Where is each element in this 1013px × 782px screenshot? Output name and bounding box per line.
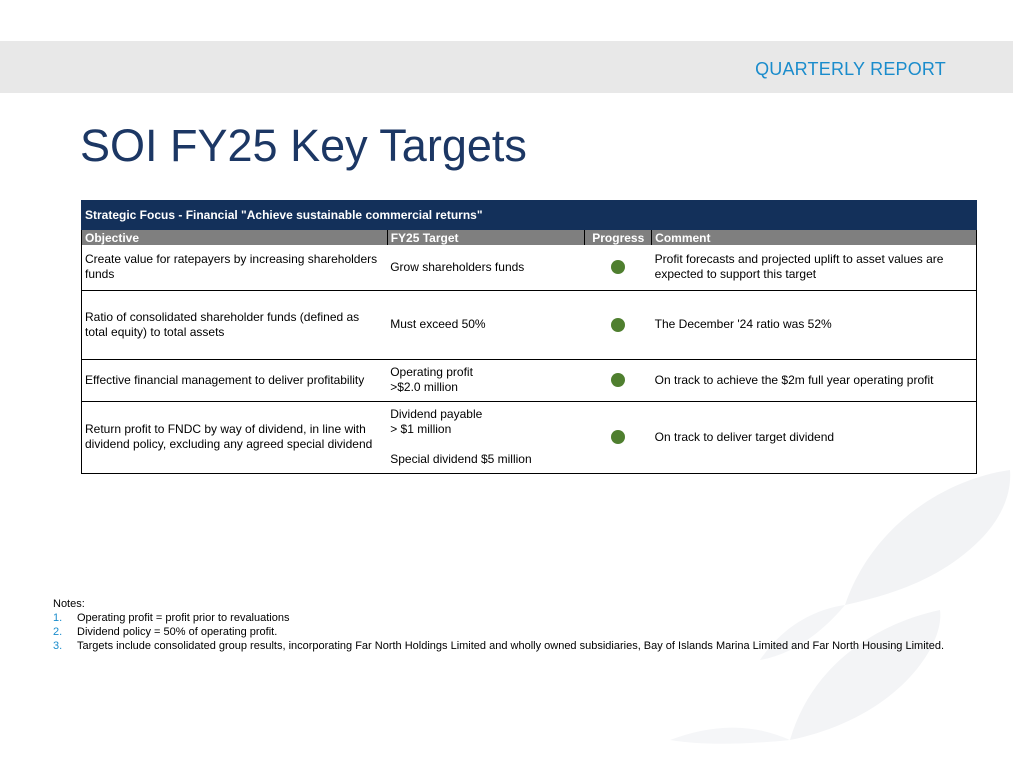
table-header-row	[82, 230, 977, 246]
target-line: Grow shareholders funds	[390, 259, 525, 274]
table-banner: Strategic Focus - Financial "Achieve sustainable commercial returns"	[82, 201, 977, 230]
status-dot-icon	[611, 430, 625, 444]
table-row	[82, 359, 977, 401]
progress-cell	[585, 359, 652, 401]
status-dot-icon	[611, 373, 625, 387]
report-label: QUARTERLY REPORT	[755, 59, 946, 79]
target-line: Operating profit	[390, 365, 473, 379]
page-title: SOI FY25 Key Targets	[80, 120, 527, 171]
objective-cell: Ratio of consolidated shareholder funds (defined as total equity) to total assets	[82, 290, 388, 359]
note-number: 1.	[53, 612, 63, 624]
list-item	[53, 611, 953, 625]
comment-cell: On track to achieve the $2m full year operating profit	[652, 359, 977, 401]
note-number: 2.	[53, 626, 63, 638]
list-item	[53, 639, 953, 653]
table-banner-row	[82, 201, 977, 230]
note-text: Targets include consolidated group results, incorporating Far North Holdings Limited and wholly owned subsidiaries, Bay of Islands Marina Limited and Far North Housing Limited.	[77, 640, 944, 652]
objective-cell: Return profit to FNDC by way of dividend, in line with dividend policy, excluding any agreed special dividend	[82, 401, 388, 473]
table-row	[82, 290, 977, 359]
target-line: Must exceed 50%	[390, 317, 486, 331]
target-line: Special dividend $5 million	[390, 452, 532, 466]
list-item	[53, 625, 953, 639]
status-dot-icon	[611, 260, 625, 274]
progress-cell	[585, 290, 652, 359]
target-cell	[387, 245, 585, 290]
col-comment: Comment	[652, 230, 977, 246]
comment-cell: Profit forecasts and projected uplift to asset values are expected to support this target	[652, 245, 977, 290]
notes-list	[53, 611, 953, 653]
note-text: Operating profit = profit prior to revaluations	[77, 612, 290, 624]
notes-section	[53, 597, 953, 653]
table-row	[82, 401, 977, 473]
progress-cell	[585, 245, 652, 290]
note-number: 3.	[53, 640, 63, 652]
comment-cell: On track to deliver target dividend	[652, 401, 977, 473]
targets-table	[81, 200, 977, 474]
col-target: FY25 Target	[387, 230, 585, 246]
comment-cell: The December '24 ratio was 52%	[652, 290, 977, 359]
progress-cell	[585, 401, 652, 473]
header-band	[0, 41, 1013, 93]
objective-cell: Create value for ratepayers by increasing shareholders funds	[82, 245, 388, 290]
target-line: >$2.0 million	[390, 380, 458, 394]
col-progress: Progress	[585, 230, 652, 246]
notes-heading: Notes:	[53, 598, 85, 610]
target-spacer	[390, 437, 582, 452]
status-dot-icon	[611, 318, 625, 332]
target-cell	[387, 359, 585, 401]
note-text: Dividend policy = 50% of operating profit.	[77, 626, 278, 638]
target-line: > $1 million	[390, 422, 452, 436]
col-objective: Objective	[82, 230, 388, 246]
target-cell	[387, 290, 585, 359]
table-row	[82, 245, 977, 290]
target-cell	[387, 401, 585, 473]
objective-cell: Effective financial management to deliver profitability	[82, 359, 388, 401]
target-line: Dividend payable	[390, 407, 483, 421]
